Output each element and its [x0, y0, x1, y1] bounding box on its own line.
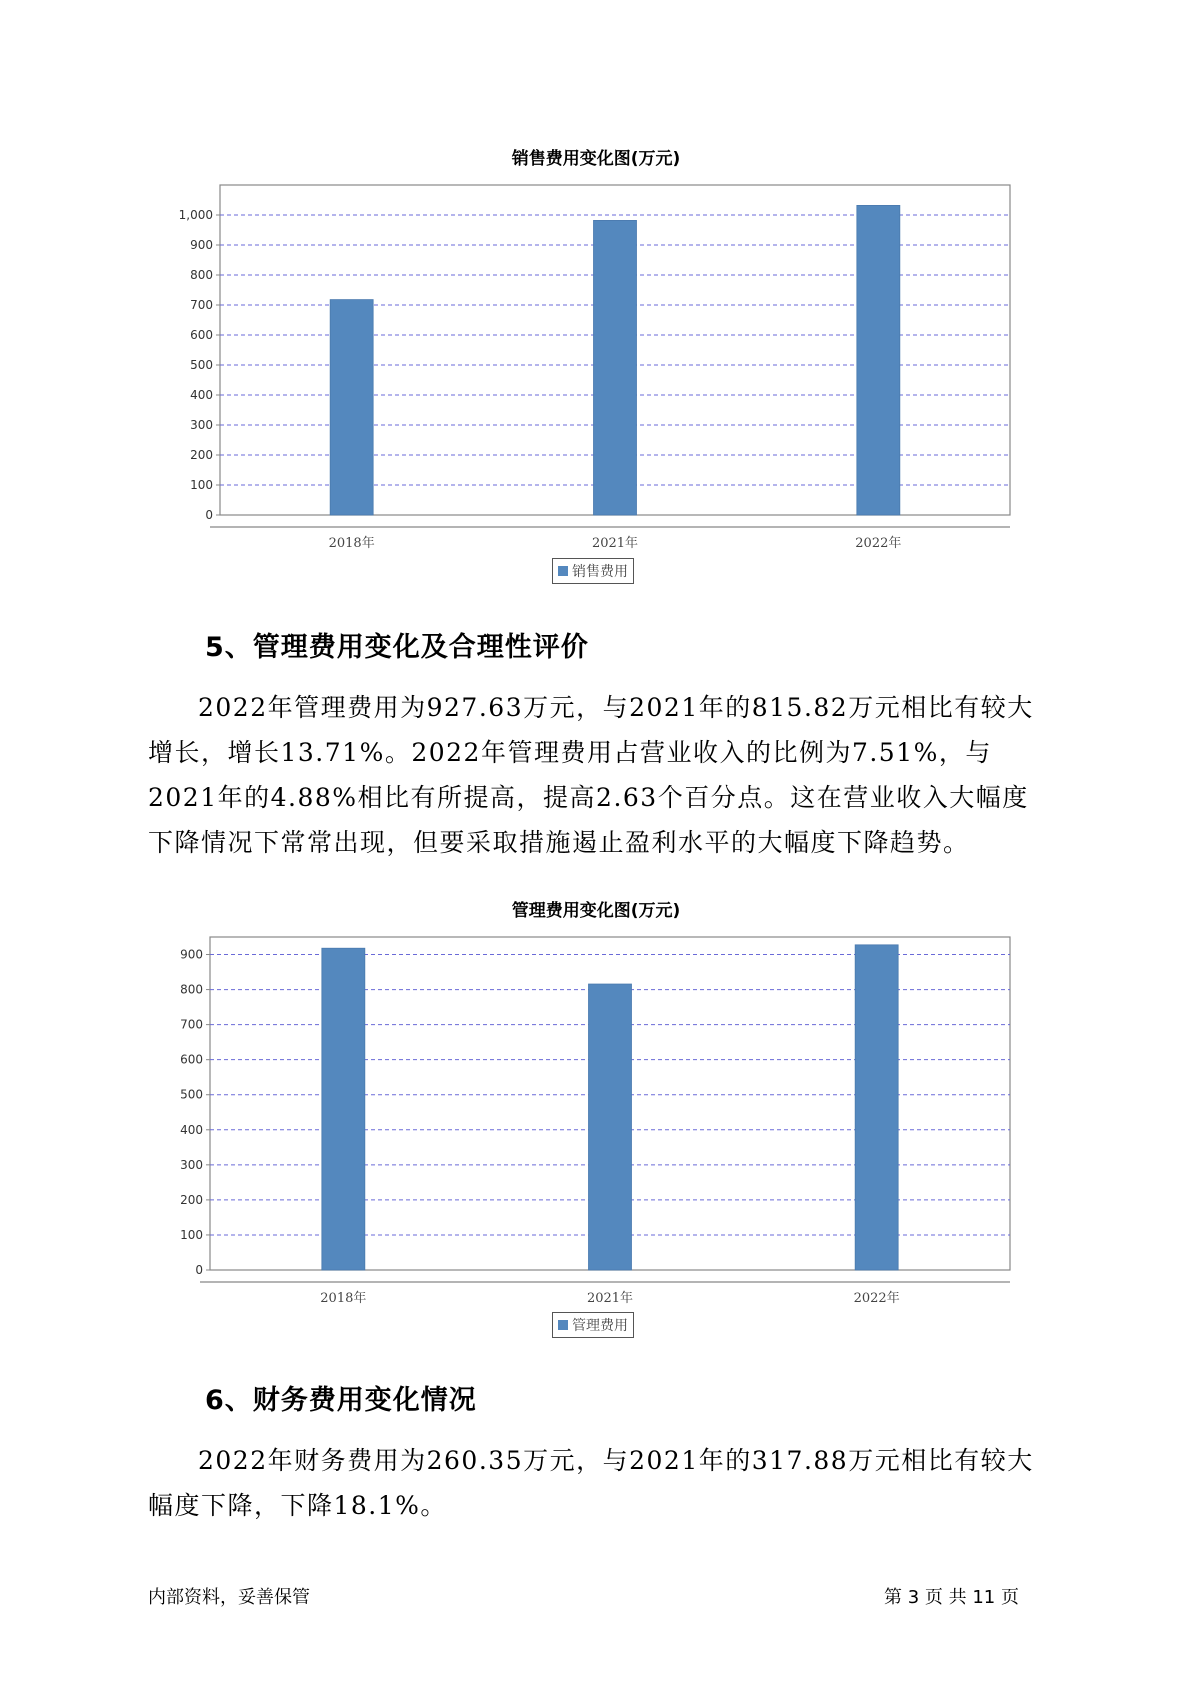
y-tick-label: 600 [190, 328, 213, 342]
y-tick-label: 400 [180, 1122, 203, 1137]
section-5-paragraph [148, 685, 1048, 865]
sales-legend-label: 销售费用 [572, 564, 628, 580]
sales-chart-legend [552, 558, 634, 584]
bar-1 [322, 948, 365, 1270]
admin-legend-label: 管理费用 [572, 1318, 628, 1334]
y-tick-label: 300 [180, 1157, 203, 1172]
y-tick-label: 800 [180, 982, 203, 997]
x-tick-label: 2021年 [591, 536, 639, 551]
section-6-text: 2022年财务费用为260.35万元，与2021年的317.88万元相比有较大幅度下降，下降18.1%。 [148, 1446, 1034, 1520]
section-6-heading: 6、财务费用变化情况 [205, 1385, 477, 1416]
y-tick-label: 100 [180, 1227, 203, 1242]
sales-chart [0, 170, 1191, 590]
admin-chart-title: 管理费用变化图(万元) [511, 901, 681, 921]
y-tick-label: 800 [190, 268, 213, 282]
y-tick-label: 500 [190, 358, 213, 372]
legend-swatch-icon [558, 566, 568, 576]
y-tick-label: 900 [180, 947, 203, 962]
section-5-text: 2022年管理费用为927.63万元，与2021年的815.82万元相比有较大增长，增长13.71%。2022年管理费用占营业收入的比例为7.51%，与2021年的4.88%相比有所提高，提高2.63个百分点。这在营业收入大幅度下降情况下常常出现，但要采取措施遏止盈利水平的大幅度下降趋势。 [148, 693, 1034, 857]
bar-2 [594, 220, 637, 515]
y-tick-label: 1,000 [178, 208, 213, 222]
section-6-paragraph [148, 1438, 1048, 1528]
sales-chart-title: 销售费用变化图(万元) [511, 149, 681, 169]
footer-page-number: 第 3 页 共 11 页 [884, 1587, 1019, 1608]
y-tick-label: 500 [180, 1087, 203, 1102]
x-tick-label: 2022年 [855, 536, 902, 551]
bar-2 [589, 984, 632, 1270]
y-tick-label: 700 [190, 298, 213, 312]
y-tick-label: 600 [180, 1052, 203, 1067]
admin-chart [0, 922, 1191, 1342]
y-tick-label: 100 [190, 478, 213, 492]
y-tick-label: 400 [190, 388, 213, 402]
y-tick-label: 0 [205, 508, 213, 522]
admin-chart-legend [552, 1312, 634, 1338]
y-tick-label: 300 [190, 418, 213, 432]
x-tick-label: 2018年 [320, 1291, 367, 1306]
y-tick-label: 200 [190, 448, 213, 462]
y-tick-label: 0 [195, 1263, 203, 1277]
bar-3 [857, 205, 900, 515]
bar-1 [330, 300, 373, 515]
legend-swatch-icon [558, 1320, 568, 1330]
footer-left: 内部资料，妥善保管 [148, 1587, 310, 1608]
section-5-heading: 5、管理费用变化及合理性评价 [205, 632, 589, 663]
y-tick-label: 200 [180, 1192, 203, 1207]
y-tick-label: 900 [190, 238, 213, 252]
bar-3 [855, 945, 898, 1270]
x-tick-label: 2018年 [328, 536, 375, 551]
y-tick-label: 700 [180, 1017, 203, 1032]
x-tick-label: 2022年 [853, 1291, 900, 1306]
x-tick-label: 2021年 [586, 1291, 634, 1306]
